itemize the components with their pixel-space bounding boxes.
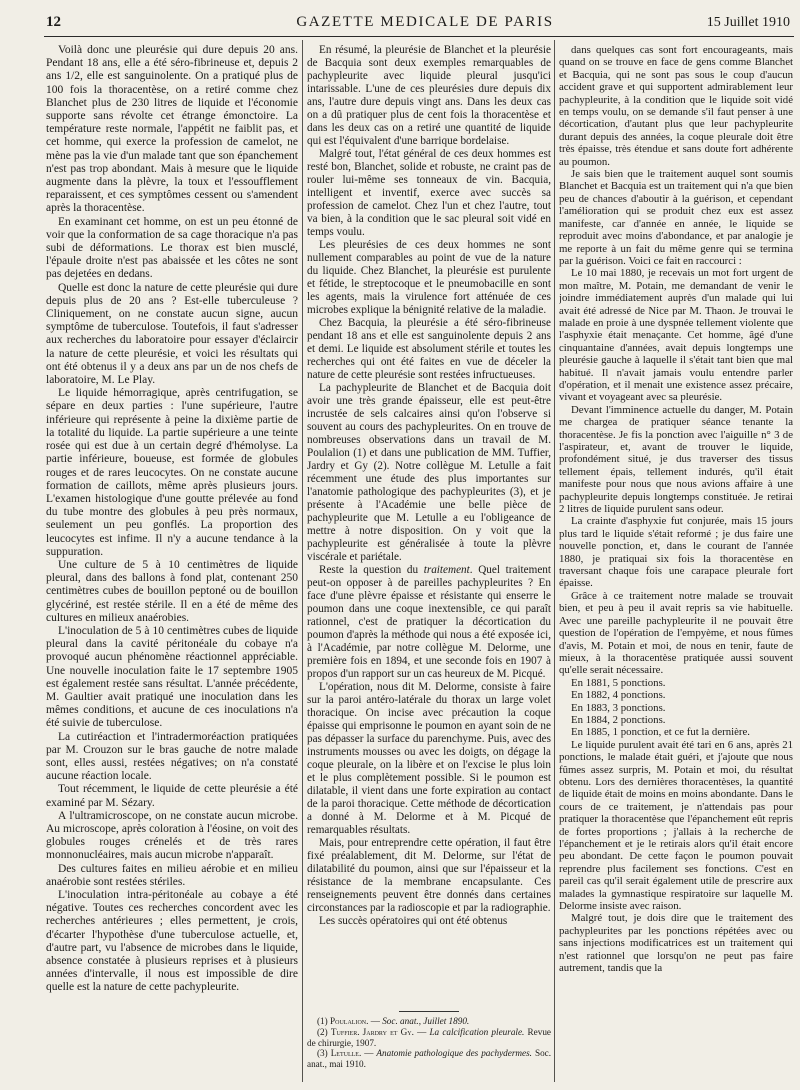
list-item: En 1882, 4 ponctions.: [571, 689, 666, 702]
footnote-divider: [399, 1011, 459, 1012]
issue-date: 15 Juillet 1910: [706, 15, 790, 30]
paragraph: Chez Bacquia, la pleurésie a été séro-fibrineuse pendant 18 ans et elle est sanguinolente depuis 2 ans et demi. Le liquide est absolument stérile et toutes les recherches qui ont été faites en vue de déceler la nature de cette pleurésie sont restées infructueuses.: [307, 317, 551, 381]
paragraph: Mais, pour entreprendre cette opération, il faut être fixé préalablement, dit M. Delorme, sur l'état de dilatabilité du poumon, ainsi que sur l'épaisseur et la résistance de la membrane encapsulante. Ces renseignements peuvent être donnés dans certaines circonstances par la radioscopie et par la radiographie.: [307, 837, 551, 914]
paragraph: Malgré tout, l'état général de ces deux hommes est resté bon, Blanchet, solide et robuste, ne craint pas de rouler lui-même ses tonneaux de vin. Bacquia, intelligent et inventif, exerce avec succès sa profession de camelot. Chez l'un et chez l'autre, tout va bien, à la condition que le sac pleural soit vidé en temps voulu.: [307, 148, 551, 238]
footnote-separator: —: [370, 1016, 380, 1027]
paragraph: Des cultures faites en milieu aérobie et en milieu anaérobie sont restées stériles.: [46, 862, 298, 888]
footnote-title: La calcification pleurale.: [429, 1026, 525, 1037]
footnote: [307, 1016, 551, 1027]
column-3: [559, 44, 793, 1084]
column-divider: [554, 40, 555, 1082]
paragraph: En résumé, la pleurésie de Blanchet et la pleurésie de Bacquia sont deux exemples remarquables de pachypleurite avec liquide pleural jusqu'ici intarissable. L'une de ces pleurésies dure depuis dix ans, l'autre dure depuis vingt ans. Dans les deux cas on a dû pratiquer plus de cent fois la thoracentèse et dans les deux cas on a retiré une quantité de liquide qui est l'équivalent d'une barrique bordelaise.: [307, 44, 551, 147]
paragraph: Le liquide purulent avait été tari en 6 ans, après 21 ponctions, le malade était guéri, et j'ajoute que nous fûmes assez surpris, M. Potain et moi, du résultat obtenu. Lors des dernières thoracentèses, la quantité de liquide était de moins en moins abondante. Dans le cours de ce traitement, je n'attendais pas pour pratiquer la thoracentèse que l'épanchement eût repris de fortes proportions ; j'allais à la recherche de l'épanchement et je le retirais alors qu'il était encore peu abondant. De cette façon le poumon pouvait reprendre plus facilement ses fonctions. C'est en pareil cas qu'il serait également utile de prescrire aux malades la gymnastique respiratoire sur laquelle M. Delorme insiste avec raison.: [559, 738, 793, 913]
paragraph: Grâce à ce traitement notre malade se trouvait bien, et peu à peu il avait repris sa vie habituelle. Avec une pareille pachypleurite il ne pouvait être question de l'opération de l'empyème, et nous fûmes d'avis, M. Potain et moi, de nous en tenir, faute de mieux, à la thoracentèse pratiquée aussi souvent qu'elle serait nécessaire.: [559, 589, 793, 677]
paragraph: L'opération, nous dit M. Delorme, consiste à faire sur la paroi antéro-latérale du thorax un large volet thoracique. On incise avec précaution la coque épaisse qui emprisonne le poumon en ayant soin de ne pas dépasser la surface du parenchyme. Puis, avec des instruments mousses ou avec les doigts, on dégage la coque pleurale, on la libère et on l'excise le plus loin et le plus complètement possible. Si le poumon est dilatable, il vient dans une forte expiration au contact de la paroi thoracique. Cette méthode de décortication a donné à M. Delorme et à M. Picqué de remarquables résultats.: [307, 681, 551, 836]
list-item: En 1883, 3 ponctions.: [571, 701, 666, 714]
column-2-body: [307, 44, 551, 928]
paragraph: L'inoculation intra-péritonéale au cobaye a été négative. Toutes ces recherches concordent avec les recherches antérieures ; elles permettent, je crois, d'écarter l'hypothèse d'une tuberculose actuelle, et, d'autre part, vu l'absence de microbes dans le liquide, absence constatée à plusieurs reprises et à plusieurs années d'intervalle, il nous est impossible de dire quelle est la nature de cette pachypleurite.: [46, 889, 298, 994]
footnote-number: (3): [317, 1048, 328, 1059]
list-item: En 1881, 5 ponctions.: [571, 676, 666, 689]
footnote-number: (1): [317, 1016, 328, 1027]
footnote: [307, 1027, 551, 1049]
footnote-separator: —: [364, 1048, 374, 1059]
paragraph: Les pleurésies de ces deux hommes ne sont nullement comparables au point de vue de la nature du liquide. Chez Blanchet, la pleurésie est purulente et fétide, le streptocoque et le pneumobacille en sont les agents, mais la virulence fort atténuée de ces microbes explique la bénignité relative de la maladie.: [307, 239, 551, 316]
punctures-by-year-list: [559, 677, 793, 739]
paragraph: Quelle est donc la nature de cette pleurésie qui dure depuis plus de 20 ans ? Est-elle tuberculeuse ? Cliniquement, on ne constate aucun signe, aucun symptôme de tuberculose. Toutefois, il faut s'adresser aux recherches du laboratoire pour essayer d'éclaircir la nature de cette pleurésie, et voici les résultats qui ont été obtenus il y a deux ans par un de nos chefs de laboratoire, M. Le Play.: [46, 281, 298, 387]
paragraph: A l'ultramicroscope, on ne constate aucun microbe. Au microscope, après coloration à l'éosine, on voit des globules rouges crénelés et de très rares monnonucléaires, mais aucun microbe n'apparaît.: [46, 809, 298, 862]
list-item: En 1885, 1 ponction, et ce fut la dernière.: [571, 726, 750, 739]
journal-title: GAZETTE MEDICALE DE PARIS: [296, 14, 554, 30]
footnote: [307, 1048, 551, 1070]
footnote-title: Anatomie pathologique des pachydermes.: [376, 1048, 532, 1059]
paragraph: Le liquide hémorragique, après centrifugation, se sépare en deux parties : l'une supérieure, l'autre inférieure qui représente à peine la dixième partie de la totalité du liquide. La partie supérieure a une teinte rosée qui est due à un certain degré d'hémolyse. La partie inférieure, boueuse, est formée de globules rouges et de rares leucocytes. On ne constate aucune formation de caillots, même après plusieurs jours. L'examen histologique d'une goutte prélevée au fond du tube montre des globules à peu près normaux, seulement un peu gonflés. La proportion des leucocytes est infime. Il n'y a aucune tendance à la suppuration.: [46, 387, 298, 558]
paragraph: La cutiréaction et l'intradermoréaction pratiquées par M. Crouzon sur le bras gauche de notre malade sont, elles aussi, restées négatives; on n'a constaté aucune réaction locale.: [46, 730, 298, 783]
paragraph: Devant l'imminence actuelle du danger, M. Potain me chargea de pratiquer séance tenante la thoracentèse. Je fis la ponction avec l'aiguille n° 3 de l'aspirateur, et, avant de trouver le liquide, profondément situé, je dus traverser des tissus tellement épais, tellement indurés, qu'il était manifeste pour nous que nous avions affaire à une pachypleurite depuis longtemps constituée. Je retirai 2 litres de liquide purulent sans odeur.: [559, 403, 793, 516]
emphasis: traitement: [423, 564, 470, 576]
page-number: 12: [46, 14, 61, 30]
footnote-author: Tuffier. Jardry et Gy.: [330, 1026, 414, 1037]
footnotes: [307, 1005, 551, 1084]
header-rule: [44, 36, 794, 37]
footnote-number: (2): [317, 1026, 328, 1037]
paragraph: dans quelques cas sont fort encourageants, mais quand on se trouve en face de gens comme Blanchet et Bacquia, qui ne sont pas sous le coup d'aucun accident grave et qui supportent admirablement leur pachypleurite, à la condition que le liquide soit vidé en temps voulu, on se demande s'il faut penser à une décortication, d'autant plus que leur pachypleurite durant depuis des années, la coque pleurale doit être très épaisse, très étendue et sans doute fort adhérente au poumon.: [559, 44, 793, 168]
paragraph: Une culture de 5 à 10 centimètres de liquide pleural, dans des ballons à fond plat, contenant 250 centimètres cubes de bouillon peptoné ou de bouillon glycériné, est restée stérile. Il en a été de même des cultures en milieux anaérobies.: [46, 558, 298, 624]
paragraph-treatment: [307, 564, 551, 681]
paragraph: La crainte d'asphyxie fut conjurée, mais 15 jours plus tard le liquide s'était reformé ; je dus faire une nouvelle ponction, et, dans le courant de l'année 1880, je pratiquai six fois la thoracentèse en traversant chaque fois une carapace pleurale fort épaisse.: [559, 515, 793, 590]
paragraph: Le 10 mai 1880, je recevais un mot fort urgent de mon maître, M. Potain, me demandant de venir le joindre immédiatement auprès d'un malade qui lui avait été adressé de Nice par M. Thaon. Je trouvai le malade en proie à une dyspnée tellement violente que l'asphyxie était menaçante. Cet homme, âgé d'une cinquantaine d'années, avait depuis longtemps une pleurésie gauche à laquelle il s'était tant bien que mal habitué. Il n'avait jamais voulu entendre parler d'opération, et il menait une existence assez précaire, vivant et voyageant avec sa pleurésie.: [559, 267, 793, 404]
footnote-author: Letulle.: [330, 1048, 362, 1059]
paragraph: En examinant cet homme, on est un peu étonné de voir que la conformation de sa cage thoracique n'a pas subi de déformations. Le thorax est bien musclé, l'épaule droite n'est pas abaissée et les côtes ne sont pas dejetées en dedans.: [46, 215, 298, 281]
column-1: [46, 44, 298, 1084]
paragraph: Je sais bien que le traitement auquel sont soumis Blanchet et Bacquia est un traitement qui n'a que bien peu de chances d'aboutir à la guérison, et cependant l'amélioration qui se produit chez eux est assez manifeste, car d'année en année, le liquide se reproduit avec moins d'abondance, et par analogie je me reporte à un fait du même genre qui se termina par la guérison. Voici ce fait en raccourci :: [559, 168, 793, 267]
paragraph: Malgré tout, je dois dire que le traitement des pachypleurites par les ponctions répétées avec ou sans injections modificatrices est un traitement qui n'est rationnel que lorsqu'on ne peut pas faire autrement, tandis que la: [559, 912, 793, 975]
footnote-author: Poulalion.: [330, 1016, 369, 1027]
paragraph: Tout récemment, le liquide de cette pleurésie a été examiné par M. Sézary.: [46, 783, 298, 809]
list-item: En 1884, 2 ponctions.: [571, 713, 666, 726]
paragraph: L'inoculation de 5 à 10 centimètres cubes de liquide pleural dans la cavité péritonéale du cobaye n'a provoqué aucun phénomène réactionnel appréciable. Une nouvelle inoculation faite le 17 septembre 1905 est également restée sans résultat. L'année précédente, M. Gaultier avait pratiqué une inoculation dans les mêmes conditions, et aucune de ces inoculations n'a été suivie de tuberculose.: [46, 624, 298, 730]
footnote-source: Soc. anat., Juillet 1890.: [382, 1016, 470, 1027]
footnote-source: Soc. anat., mai 1910.: [307, 1048, 551, 1070]
text-run: Reste la question du: [319, 564, 424, 576]
footnote-source: Revue de chirurgie, 1907.: [307, 1026, 551, 1048]
column-2: [307, 44, 551, 1084]
column-divider: [302, 40, 303, 1082]
text-run: . Quel traitement peut-on opposer à de pareilles pachypleurites ? En face d'une plèvre épaisse et résistante qui enserre le poumon dans une coque inextensible, ce qui paraît rationnel, c'est de pratiquer la décortication du poumon d'après la méthode qui nous a été exposée ici, à l'Académie, par notre collègue M. Delorme, une première fois en 1894, et une seconde fois en 1907 à propos d'un rapport sur un cas heureux de M. Picqué.: [307, 564, 551, 680]
paragraph: Voilà donc une pleurésie qui dure depuis 20 ans. Pendant 18 ans, elle a été séro-fibrineuse et, depuis 2 ans 1/2, elle est sanguinolente. On a pratiqué plus de 100 fois la thoracentèse, on a retiré comme chez Blanchet plus de 230 litres de liquide et l'économie supporte sans révolte cet étrange émonctoire. La température reste normale, l'appétit ne faiblit pas, et cet homme, qui exerce la profession de camelot, ne mène pas la vie d'un malade tant que son épanchement n'est pas trop abondant. Mais à mesure que le liquide augmente dans la plèvre, la toux et l'essoufflement reparaissent, et ces symptômes cessent ou s'amendent après la thoracentèse.: [46, 44, 298, 215]
paragraph: La pachypleurite de Blanchet et de Bacquia doit avoir une très grande épaisseur, elle est peut-être incrustée de sels calcaires ainsi qu'on l'observe si souvent au cours des pachypleurites. On en trouve de nombreuses observations dans un travail de M. Poulalion (1) et dans une publication de MM. Tuffier, Jardry et Gy (2). Notre collègue M. Letulle a fait récemment une étude des plus importantes sur l'anatomie pathologique des pachypleurites (3), et je présente à l'Académie une belle pièce de pachypleurite que M. Letulle a eu l'obligeance de mettre à notre disposition. On y voit que la pachypleurite est généralisée à toute la plèvre viscérale et pariétale.: [307, 382, 551, 563]
paragraph: Les succès opératoires qui ont été obtenus: [319, 915, 508, 927]
footnote-separator: —: [417, 1026, 427, 1037]
